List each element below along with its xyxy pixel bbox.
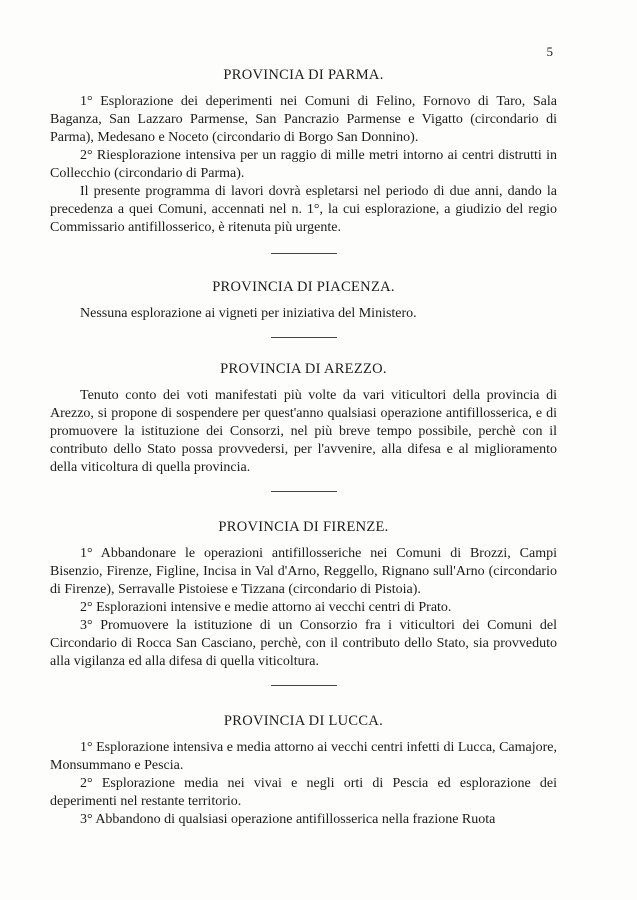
section-divider: [271, 253, 337, 254]
paragraph: 3° Promuovere la istituzione di un Consorzio fra i viticultori dei Comuni del Circondario di Rocca San Casciano, perchè, con il contributo dello Stato, sia provveduto alla vigilanza ed alla difesa di quella viticoltura.: [50, 618, 557, 669]
paragraph: 2° Esplorazione media nei vivai e negli orti di Pescia ed esplorazione dei deperimenti nel restante territorio.: [50, 776, 557, 809]
section-divider: [271, 337, 337, 338]
paragraph: 1° Abbandonare le operazioni antifillosseriche nei Comuni di Brozzi, Campi Bisenzio, Firenze, Figline, Incisa in Val d'Arno, Reggello, Rignano sull'Arno (circondario di Firenze), Serravalle Pistoiese e Tizzana (circondario di Pistoia).: [50, 546, 557, 597]
paragraph: 3° Abbandono di qualsiasi operazione antifillosserica nella frazione Ruota: [80, 812, 496, 827]
section-title: PROVINCIA DI LUCCA.: [223, 713, 384, 729]
paragraph: 1° Esplorazione intensiva e media attorno ai vecchi centri infetti di Lucca, Camajore, Monsummano e Pescia.: [50, 740, 557, 773]
section-parma: [50, 66, 557, 237]
section-title: PROVINCIA DI FIRENZE.: [218, 519, 389, 535]
paragraph: Tenuto conto dei voti manifestati più volte da vari viticultori della provincia di Arezzo, si propone di sospendere per quest'anno qualsiasi operazione antifillosserica, e di promuovere la istituzione dei Consorzi, nel più breve tempo possibile, perchè con il contributo dello Stato possa provvedersi, per l'avvenire, alla difesa e al miglioramento della viticoltura di quella provincia.: [50, 388, 557, 475]
document-body: [50, 66, 557, 829]
section-firenze: [50, 518, 557, 671]
paragraph: 1° Esplorazione dei deperimenti nei Comuni di Felino, Fornovo di Taro, Sala Baganza, San Lazzaro Parmense, San Pancrazio Parmense e Vigatto (circondario di Parma), Medesano e Noceto (circondario di Borgo San Donnino).: [50, 94, 557, 145]
paragraph: Nessuna esplorazione ai vigneti per iniziativa del Ministero.: [80, 306, 417, 321]
section-title: PROVINCIA DI PIACENZA.: [212, 279, 395, 295]
section-title: PROVINCIA DI AREZZO.: [220, 361, 387, 377]
paragraph: 2° Esplorazioni intensive e medie attorno ai vecchi centri di Prato.: [80, 600, 452, 615]
paragraph: Il presente programma di lavori dovrà espletarsi nel periodo di due anni, dando la precedenza a quei Comuni, accennati nel n. 1°, la cui esplorazione, a giudizio del regio Commissario antifillosserico, è ritenuta più urgente.: [50, 184, 557, 235]
section-piacenza: [50, 278, 557, 323]
section-arezzo: [50, 360, 557, 477]
section-lucca: [50, 712, 557, 829]
section-divider: [271, 685, 337, 686]
section-divider: [271, 491, 337, 492]
section-title: PROVINCIA DI PARMA.: [223, 67, 384, 83]
paragraph: 2° Riesplorazione intensiva per un raggio di mille metri intorno ai centri distrutti in Collecchio (circondario di Parma).: [50, 148, 557, 181]
page-number: 5: [546, 44, 553, 59]
